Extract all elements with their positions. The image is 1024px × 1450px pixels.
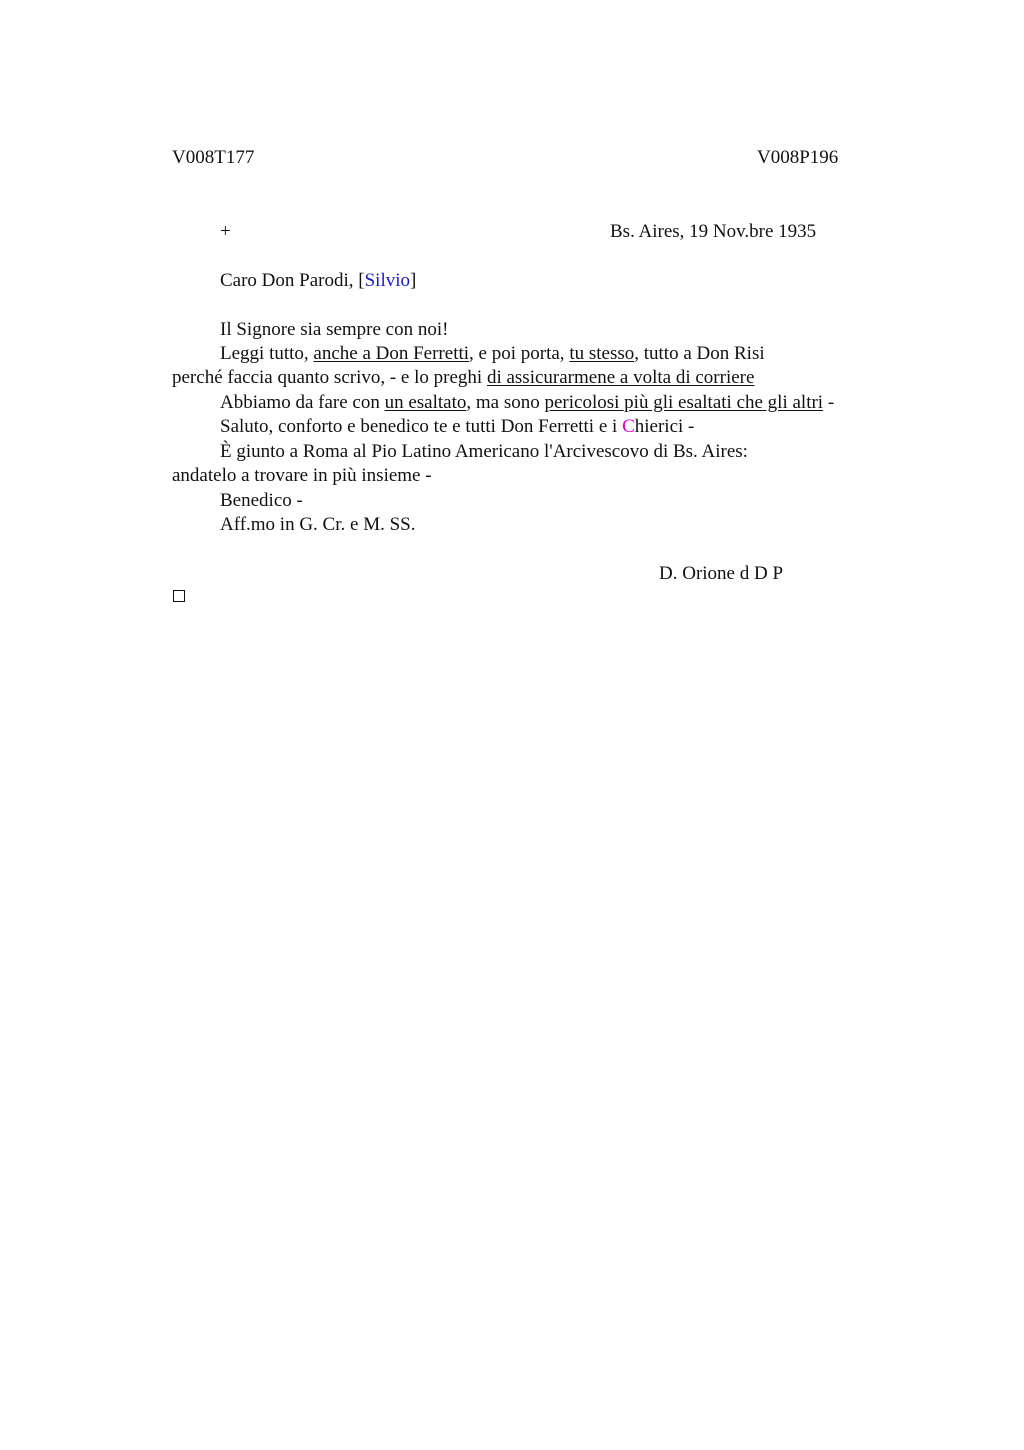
body-line-1: Il Signore sia sempre con noi! <box>220 319 449 340</box>
line2-part: , e poi porta, <box>469 343 570 364</box>
body-line-6: È giunto a Roma al Pio Latino Americano l'Arcivescovo di Bs. Aires: <box>220 441 748 462</box>
salutation <box>220 269 416 293</box>
salutation-text: Caro Don Parodi, [ <box>220 270 365 291</box>
line5-pre: Saluto, conforto e benedico te e tutti Don Ferretti e i <box>220 416 623 437</box>
body-line-3 <box>172 366 754 390</box>
line3-part: perché faccia quanto scrivo, - e lo preghi <box>172 367 487 388</box>
archive-code-left: V008T177 <box>172 147 255 168</box>
line2-underlined: tu stesso <box>569 343 635 364</box>
line5-post: hierici - <box>634 416 695 437</box>
body-line-2 <box>220 342 765 366</box>
line4-part: Abbiamo da fare con <box>220 392 385 413</box>
line4-part: - <box>823 392 835 413</box>
empty-box-icon <box>173 590 185 602</box>
cross-mark: + <box>220 221 231 242</box>
body-line-4 <box>220 391 834 415</box>
line4-underlined: pericolosi più gli esaltati che gli altri <box>544 392 824 413</box>
line5-highlighted-letter: C <box>622 416 635 437</box>
body-line-8: Benedico - <box>220 490 303 511</box>
line3-underlined: di assicurarmene a volta di corriere <box>486 367 755 388</box>
salutation-close: ] <box>410 270 417 291</box>
line2-part: , tutto a Don Risi <box>634 343 765 364</box>
line2-underlined: anche a Don Ferretti <box>313 343 470 364</box>
signature: D. Orione d D P <box>659 563 784 584</box>
archive-code-right: V008P196 <box>757 147 839 168</box>
body-line-9: Aff.mo in G. Cr. e M. SS. <box>220 514 416 535</box>
body-line-5 <box>220 415 694 439</box>
place-date: Bs. Aires, 19 Nov.bre 1935 <box>610 221 817 242</box>
line2-part: Leggi tutto, <box>220 343 314 364</box>
salutation-name: Silvio <box>364 270 410 291</box>
body-line-7: andatelo a trovare in più insieme - <box>172 465 432 486</box>
line4-part: , ma sono <box>466 392 545 413</box>
line4-underlined: un esaltato <box>384 392 467 413</box>
